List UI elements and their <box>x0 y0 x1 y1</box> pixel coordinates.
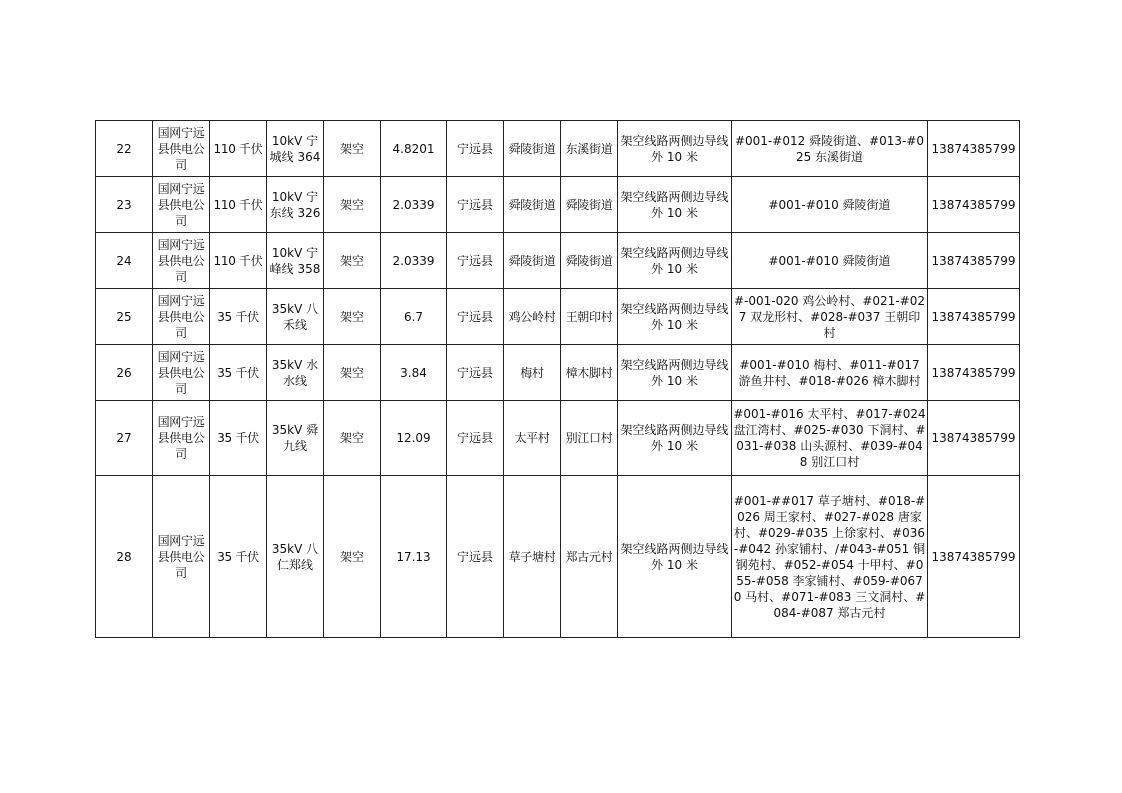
type-cell: 架空 <box>324 177 381 233</box>
table-row <box>96 177 1020 233</box>
start-location-cell: 太平村 <box>504 401 561 476</box>
company-cell: 国网宁远县供电公司 <box>153 401 210 476</box>
type-cell: 架空 <box>324 121 381 177</box>
phone-cell: 13874385799 <box>928 289 1020 345</box>
county-cell: 宁远县 <box>447 289 504 345</box>
voltage-cell: 110 千伏 <box>210 233 267 289</box>
protection-zone-cell: 架空线路两侧边导线外 10 米 <box>618 233 732 289</box>
row-number: 25 <box>96 289 153 345</box>
length-cell: 4.8201 <box>381 121 447 177</box>
type-cell: 架空 <box>324 345 381 401</box>
tower-range-cell: #001-##017 草子塘村、#018-#026 周王家村、#027-#028 唐家村、#029-#035 上徐家村、#036-#042 孙家铺村、/#043-#051 铜钢苑村、#052-#054 十甲村、#055-#058 李家铺村、#059-#0670 马村、#071-#083 三文洞村、#084-#087 郑古元村 <box>732 476 928 638</box>
length-cell: 12.09 <box>381 401 447 476</box>
tower-range-cell: #001-#016 太平村、#017-#024 盘江湾村、#025-#030 下洞村、#031-#038 山头源村、#039-#048 别江口村 <box>732 401 928 476</box>
company-cell: 国网宁远县供电公司 <box>153 177 210 233</box>
start-location-cell: 舜陵街道 <box>504 121 561 177</box>
phone-cell: 13874385799 <box>928 476 1020 638</box>
company-cell: 国网宁远县供电公司 <box>153 121 210 177</box>
type-cell: 架空 <box>324 289 381 345</box>
voltage-cell: 35 千伏 <box>210 289 267 345</box>
length-cell: 17.13 <box>381 476 447 638</box>
county-cell: 宁远县 <box>447 476 504 638</box>
end-location-cell: 樟木脚村 <box>561 345 618 401</box>
voltage-cell: 35 千伏 <box>210 476 267 638</box>
row-number: 27 <box>96 401 153 476</box>
company-cell: 国网宁远县供电公司 <box>153 476 210 638</box>
protection-zone-cell: 架空线路两侧边导线外 10 米 <box>618 121 732 177</box>
protection-zone-cell: 架空线路两侧边导线外 10 米 <box>618 476 732 638</box>
length-cell: 2.0339 <box>381 233 447 289</box>
table-row <box>96 121 1020 177</box>
phone-cell: 13874385799 <box>928 233 1020 289</box>
protection-zone-cell: 架空线路两侧边导线外 10 米 <box>618 177 732 233</box>
line-name-cell: 35kV 八禾线 <box>267 289 324 345</box>
tower-range-cell: #-001-020 鸡公岭村、#021-#027 双龙形村、#028-#037 王朝印村 <box>732 289 928 345</box>
start-location-cell: 舜陵街道 <box>504 177 561 233</box>
company-cell: 国网宁远县供电公司 <box>153 289 210 345</box>
tower-range-cell: #001-#012 舜陵街道、#013-#025 东溪街道 <box>732 121 928 177</box>
row-number: 24 <box>96 233 153 289</box>
table-row <box>96 476 1020 638</box>
end-location-cell: 舜陵街道 <box>561 233 618 289</box>
row-number: 23 <box>96 177 153 233</box>
voltage-cell: 110 千伏 <box>210 177 267 233</box>
phone-cell: 13874385799 <box>928 345 1020 401</box>
length-cell: 3.84 <box>381 345 447 401</box>
line-name-cell: 35kV 水水线 <box>267 345 324 401</box>
table-row <box>96 233 1020 289</box>
end-location-cell: 王朝印村 <box>561 289 618 345</box>
type-cell: 架空 <box>324 476 381 638</box>
line-table <box>95 120 1020 638</box>
voltage-cell: 35 千伏 <box>210 401 267 476</box>
voltage-cell: 35 千伏 <box>210 345 267 401</box>
line-name-cell: 35kV 八仁郑线 <box>267 476 324 638</box>
row-number: 26 <box>96 345 153 401</box>
table-row <box>96 289 1020 345</box>
start-location-cell: 舜陵街道 <box>504 233 561 289</box>
tower-range-cell: #001-#010 梅村、#011-#017 游鱼井村、#018-#026 樟木脚村 <box>732 345 928 401</box>
line-name-cell: 10kV 宁东线 326 <box>267 177 324 233</box>
row-number: 28 <box>96 476 153 638</box>
type-cell: 架空 <box>324 233 381 289</box>
line-name-cell: 10kV 宁峰线 358 <box>267 233 324 289</box>
end-location-cell: 东溪街道 <box>561 121 618 177</box>
county-cell: 宁远县 <box>447 345 504 401</box>
protection-zone-cell: 架空线路两侧边导线外 10 米 <box>618 401 732 476</box>
tower-range-cell: #001-#010 舜陵街道 <box>732 233 928 289</box>
county-cell: 宁远县 <box>447 121 504 177</box>
company-cell: 国网宁远县供电公司 <box>153 345 210 401</box>
line-name-cell: 35kV 舜九线 <box>267 401 324 476</box>
row-number: 22 <box>96 121 153 177</box>
length-cell: 6.7 <box>381 289 447 345</box>
end-location-cell: 舜陵街道 <box>561 177 618 233</box>
type-cell: 架空 <box>324 401 381 476</box>
table-row <box>96 345 1020 401</box>
phone-cell: 13874385799 <box>928 177 1020 233</box>
voltage-cell: 110 千伏 <box>210 121 267 177</box>
tower-range-cell: #001-#010 舜陵街道 <box>732 177 928 233</box>
county-cell: 宁远县 <box>447 177 504 233</box>
table-row <box>96 401 1020 476</box>
line-name-cell: 10kV 宁城线 364 <box>267 121 324 177</box>
phone-cell: 13874385799 <box>928 401 1020 476</box>
start-location-cell: 草子塘村 <box>504 476 561 638</box>
start-location-cell: 鸡公岭村 <box>504 289 561 345</box>
protection-zone-cell: 架空线路两侧边导线外 10 米 <box>618 345 732 401</box>
phone-cell: 13874385799 <box>928 121 1020 177</box>
protection-zone-cell: 架空线路两侧边导线外 10 米 <box>618 289 732 345</box>
length-cell: 2.0339 <box>381 177 447 233</box>
end-location-cell: 郑古元村 <box>561 476 618 638</box>
start-location-cell: 梅村 <box>504 345 561 401</box>
company-cell: 国网宁远县供电公司 <box>153 233 210 289</box>
end-location-cell: 别江口村 <box>561 401 618 476</box>
county-cell: 宁远县 <box>447 233 504 289</box>
county-cell: 宁远县 <box>447 401 504 476</box>
